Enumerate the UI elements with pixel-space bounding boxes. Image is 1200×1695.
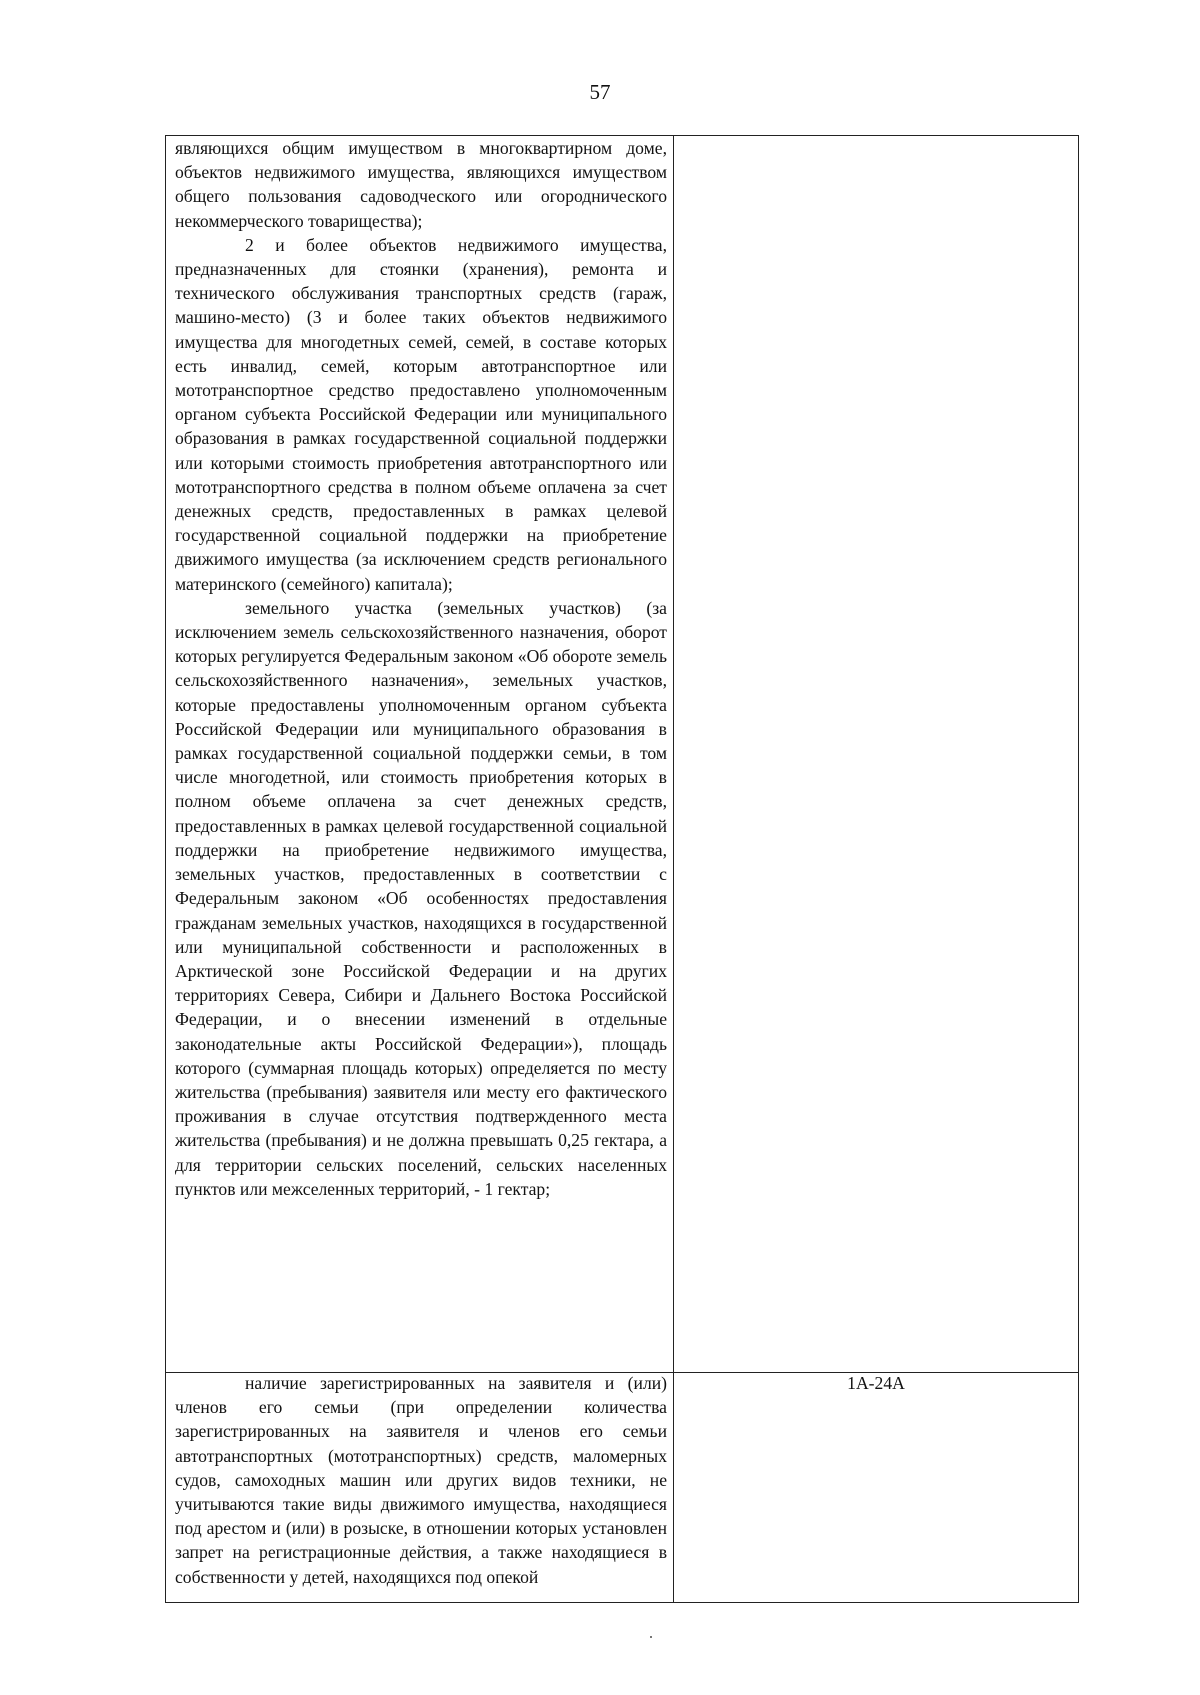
scan-speck xyxy=(650,1636,652,1638)
table-row-2-code-cell xyxy=(673,1372,1079,1603)
table-row-2-text xyxy=(175,1371,667,1589)
page-number: 57 xyxy=(589,80,611,104)
table-row-1-code-cell xyxy=(673,135,1079,1373)
paragraph-land-plot: земельного участка (земельных участков) (за исключением земель сельскохозяйственного назначения, оборот которых регулируется Федеральным законом «Об обороте земель сельскохозяйственного назначения», земельных участков, которые предоставлены уполномоченным органом субъекта Российской Федерации или муниципального образования в рамках государственной социальной поддержки семьи, в том числе многодетной, или стоимость приобретения которых в полном объеме оплачена за счет денежных средств, предоставленных в рамках целевой государственной социальной поддержки на приобретение недвижимого имущества, земельных участков, предоставленных в соответствии с Федеральным законом «Об особенностях предоставления гражданам земельных участков, находящихся в государственной или муниципальной собственности и расположенных в Арктической зоне Российской Федерации и на других территориях Севера, Сибири и Дальнего Востока Российской Федерации, и о внесении изменений в отдельные законодательные акты Российской Федерации»), площадь которого (суммарная площадь которых) определяется по месту жительства (пребывания) заявителя или месту его фактического проживания в случае отсутствия подтвержденного места жительства (пребывания) и не должна превышать 0,25 гектара, а для территории сельских поселений, сельских населенных пунктов или межселенных территорий, - 1 гектар; xyxy=(175,597,667,1199)
row-2-code: 1А-24А xyxy=(847,1373,905,1393)
paragraph-registered-vehicles: наличие зарегистрированных на заявителя и (или) членов его семьи (при определении количества зарегистрированных на заявителя и членов его семьи автотранспортных (мототранспортных) средств, маломерных судов, самоходных машин или других видов техники, не учитываются такие виды движимого имущества, находящиеся под арестом и (или) в розыске, в отношении которых установлен запрет на регистрационные действия, а также находящиеся в собственности у детей, находящихся под опекой xyxy=(175,1373,667,1587)
paragraph-parking-objects: 2 и более объектов недвижимого имущества, предназначенных для стоянки (хранения), ремонта и технического обслуживания транспортных средств (гараж, машино-место) (3 и более таких объектов недвижимого имущества для многодетных семей, семей, в составе которых есть инвалид, семей, которым автотранспортное или мототранспортное средство предоставлено уполномоченным органом субъекта Российской Федерации или муниципального образования в рамках государственной социальной поддержки или которыми стоимость приобретения автотранспортного или мототранспортного средства в полном объеме оплачена за счет денежных средств, предоставленных в рамках целевой государственной социальной поддержки на приобретение движимого имущества (за исключением средств регионального материнского (семейного) капитала); xyxy=(175,234,667,594)
table-row-1-text xyxy=(175,136,667,1201)
paragraph-common-property: являющихся общим имуществом в многоквартирном доме, объектов недвижимого имущества, являющихся имуществом общего пользования садоводческого или огороднического некоммерческого товарищества); xyxy=(175,138,667,231)
